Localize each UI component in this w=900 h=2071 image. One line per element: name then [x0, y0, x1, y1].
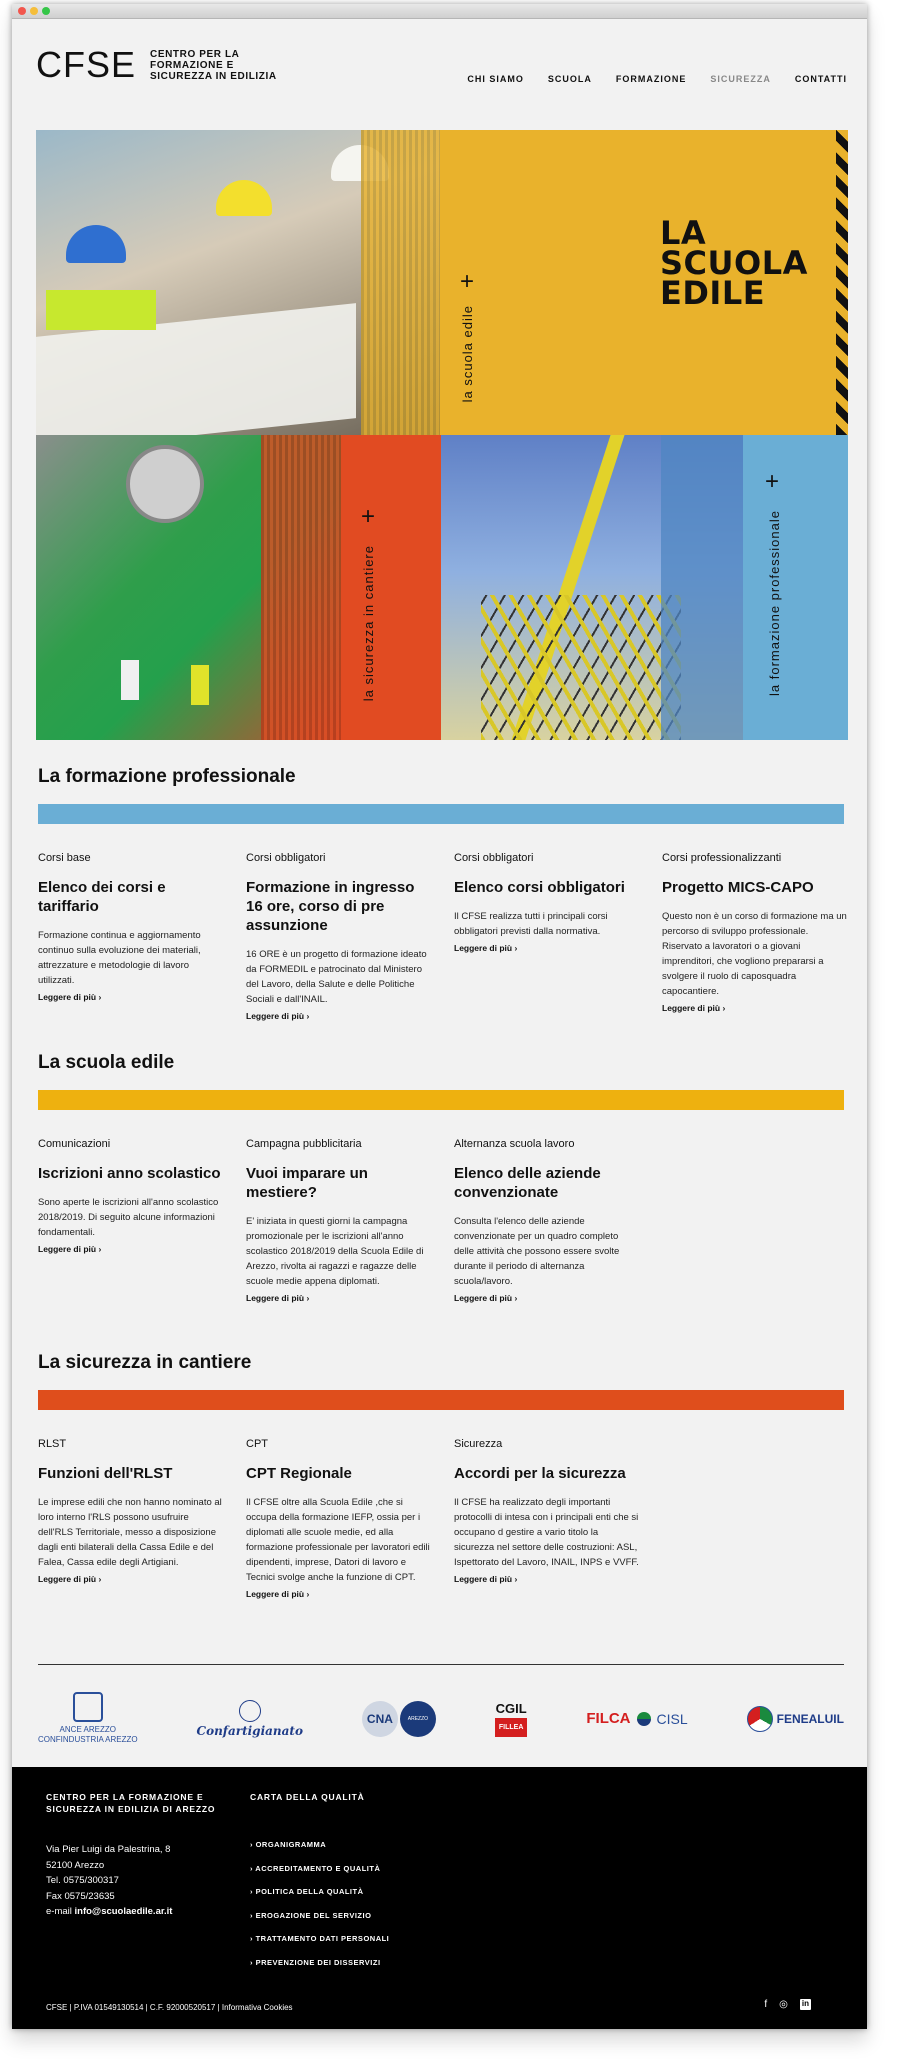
card-title[interactable]: Accordi per la sicurezza [454, 1465, 626, 1482]
main-nav [467, 74, 847, 84]
formazione-color-bar [38, 804, 844, 824]
read-more-link[interactable]: Leggere di più › [246, 1011, 310, 1021]
logo-mark: CFSE [36, 44, 137, 85]
cgil-fillea-logo[interactable]: CGIL FILLEA [495, 1701, 528, 1737]
sicurezza-label: la sicurezza in cantiere [361, 545, 376, 702]
footer-link-trattamento[interactable]: › TRATTAMENTO DATI PERSONALI [250, 1934, 390, 1943]
facebook-icon[interactable]: f [764, 1999, 768, 2010]
formazione-label: la formazione professionale [767, 510, 782, 696]
feneal-emblem-icon [747, 1706, 773, 1732]
card-formazione-ingresso: Corsi obbligatori Formazione in ingresso 16 ore, corso di pre assunzione 16 ORE è un progetto di formazione ideato da FORMEDIL e patrocinato dal Ministero del Lavoro, della Salute e delle Politiche Sociali e dall'INAIL. Leggere di più › [246, 852, 431, 1021]
footer-heading: CENTRO PER LA FORMAZIONE E SICUREZZA IN EDILIZIA DI AREZZO [46, 1792, 216, 1814]
feneal-uil-logo[interactable]: FENEALUIL [747, 1706, 844, 1732]
cna-logo[interactable]: CNA AREZZO [362, 1701, 436, 1737]
nav-contatti[interactable]: CONTATTI [794, 74, 847, 84]
nav-chi-siamo[interactable]: CHI SIAMO [467, 74, 524, 84]
carta-qualita-heading: CARTA DELLA QUALITÀ [250, 1792, 365, 1802]
scuola-edile-panel[interactable] [440, 130, 848, 435]
hero-title: LA SCUOLA EDILE [660, 214, 808, 312]
hazard-stripes [836, 130, 848, 435]
read-more-link[interactable]: Leggere di più › [38, 992, 102, 1002]
filca-emblem-icon [637, 1712, 651, 1726]
nav-sicurezza[interactable]: SICUREZZA [710, 74, 771, 84]
logo-text: CENTRO PER LA FORMAZIONE E SICUREZZA IN EDILIZIA [150, 48, 277, 82]
section-title-formazione: La formazione professionale [38, 766, 296, 787]
site-footer [12, 1767, 867, 2029]
footer-legal[interactable]: CFSE | P.IVA 01549130514 | C.F. 92000520517 | Informativa Cookies [46, 2003, 293, 2012]
footer-address: Via Pier Luigi da Palestrina, 8 52100 Arezzo Tel. 0575/300317 Fax 0575/23635 e-mail info@scuolaedile.ar.it [46, 1844, 173, 1917]
partner-logos [38, 1692, 844, 1745]
sicurezza-color-bar [38, 1390, 844, 1410]
site-logo[interactable] [36, 44, 280, 86]
instagram-icon[interactable]: ◎ [779, 1999, 788, 2010]
footer-quality [250, 1791, 389, 1974]
footer-email-link[interactable]: info@scuolaedile.ar.it [74, 1906, 173, 1917]
card-title[interactable]: Progetto MICS-CAPO [662, 879, 814, 896]
linkedin-icon[interactable]: in [801, 1999, 809, 2008]
card-rlst: RLST Funzioni dell'RLST Le imprese edili che non hanno nominato al loro interno l'RLS possono usufruire dell'RLS Territoriale, messo a disposizione dagli enti bilaterali della Cassa Edile e del Falea, Cassa edile degli Artigiani. Leggere di più › [38, 1438, 222, 1584]
read-more-link[interactable]: Leggere di più › [38, 1574, 102, 1584]
card-cpt: CPT CPT Regionale Il CFSE oltre alla Scuola Edile ,che si occupa della formazione IEFP, ossia per i diplomati alle scuole medie, ed alla formazione professionale per lavoratori edili dipendenti, imprese, Datori di lavoro e Tecnici svolge anche la funzione di CPT. Leggere di più › [246, 1438, 430, 1599]
crane-photo [441, 435, 743, 740]
footer-link-accreditamento[interactable]: › ACCREDITAMENTO E QUALITÀ [250, 1863, 381, 1873]
card-corsi-base: Corsi base Elenco dei corsi e tariffario Formazione continua e aggiornamento continuo sulla evoluzione dei materiali, attrezzature e metodologie di lavoro utilizzati. Leggere di più › [38, 852, 223, 1002]
filca-cisl-logo[interactable]: FILCA CISL [586, 1710, 688, 1727]
window-titlebar [12, 4, 867, 19]
browser-window [12, 4, 867, 2029]
card-accordi-sicurezza: Sicurezza Accordi per la sicurezza Il CFSE ha realizzato degli importanti protocolli di intesa con i principali enti che si occupano d gestire a vario titolo la sicurezza nel settore delle costruzioni: ASL, Ispettorato del Lavoro, INAIL, INPS e VVFF. Leggere di più › [454, 1438, 639, 1584]
scuola-edile-label: la scuola edile [460, 305, 475, 403]
card-title[interactable]: Elenco dei corsi e tariffario [38, 879, 166, 915]
footer-link-erogazione[interactable]: › EROGAZIONE DEL SERVIZIO [250, 1910, 372, 1920]
section-title-scuola: La scuola edile [38, 1052, 175, 1073]
read-more-link[interactable]: Leggere di più › [454, 1293, 518, 1303]
confartigianato-logo[interactable]: Confartigianato [197, 1700, 303, 1738]
footer-link-organigramma[interactable]: › ORGANIGRAMMA [250, 1840, 327, 1849]
card-imparare-mestiere: Campagna pubblicitaria Vuoi imparare un mestiere? E' iniziata in questi giorni la campagna promozionale per le iscrizioni all'anno scolastico 2018/2019 della Scuola Edile di Arezzo, rivolta ai ragazzi e ragazze delle scuole medie appena diplomati. Leggere di più › [246, 1138, 431, 1303]
read-more-link[interactable]: Leggere di più › [662, 1003, 726, 1013]
card-title[interactable]: Funzioni dell'RLST [38, 1465, 173, 1482]
nav-scuola[interactable]: SCUOLA [547, 74, 592, 84]
site-safety-photo [36, 435, 341, 740]
read-more-link[interactable]: Leggere di più › [454, 1574, 518, 1584]
card-iscrizioni: Comunicazioni Iscrizioni anno scolastico Sono aperte le iscrizioni all'anno scolastico 2018/2019. Di seguito alcune informazioni fondamentali. Leggere di più › [38, 1138, 223, 1254]
read-more-link[interactable]: Leggere di più › [454, 943, 518, 953]
read-more-link[interactable]: Leggere di più › [246, 1293, 310, 1303]
footer-link-politica[interactable]: › POLITICA DELLA QUALITÀ [250, 1887, 364, 1896]
read-more-link[interactable]: Leggere di più › [246, 1589, 310, 1599]
maximize-window-button[interactable] [42, 7, 50, 15]
scuola-edile-plus-icon[interactable]: + [460, 268, 475, 295]
ance-emblem-icon [73, 1692, 103, 1722]
card-mics-capo: Corsi professionalizzanti Progetto MICS-CAPO Questo non è un corso di formazione ma un percorso di sviluppo professionale. Riservato a lavoratori o a giovani imprenditori, che vogliono prepararsi a svolgere il ruolo di caposquadra capocantiere. Leggere di più › [662, 852, 847, 1013]
card-corsi-obbligatori: Corsi obbligatori Elenco corsi obbligatori Il CFSE realizza tutti i principali corsi obbligatori previsti dalla normativa. Leggere di più › [454, 852, 639, 953]
card-title[interactable]: Elenco corsi obbligatori [454, 879, 625, 896]
read-more-link[interactable]: Leggere di più › [38, 1244, 102, 1254]
footer-link-prevenzione[interactable]: › PREVENZIONE DEI DISSERVIZI [250, 1957, 381, 1967]
sicurezza-cantiere-panel[interactable] [341, 435, 441, 740]
formazione-professionale-panel[interactable] [743, 435, 848, 740]
sicurezza-plus-icon[interactable]: + [361, 503, 376, 530]
card-title[interactable]: Iscrizioni anno scolastico [38, 1165, 221, 1182]
footer-links [250, 1833, 389, 1974]
partners-divider [38, 1664, 844, 1665]
card-title[interactable]: Elenco delle aziende convenzionate [454, 1165, 601, 1201]
workers-photo [36, 130, 440, 435]
confartigianato-emblem-icon [239, 1700, 261, 1722]
close-window-button[interactable] [18, 7, 26, 15]
minimize-window-button[interactable] [30, 7, 38, 15]
formazione-plus-icon[interactable]: + [765, 468, 780, 495]
social-links [764, 1999, 811, 2010]
hero-grid [36, 130, 848, 740]
footer-contacts [46, 1791, 216, 1920]
nav-formazione[interactable]: FORMAZIONE [615, 74, 687, 84]
card-title[interactable]: Vuoi imparare un mestiere? [246, 1165, 368, 1201]
card-title[interactable]: CPT Regionale [246, 1465, 352, 1482]
scuola-color-bar [38, 1090, 844, 1110]
ance-logo[interactable]: ANCE AREZZO CONFINDUSTRIA AREZZO [38, 1692, 138, 1745]
card-aziende-convenzionate: Alternanza scuola lavoro Elenco delle aziende convenzionate Consulta l'elenco delle aziende convenzionate per un quadro completo delle attività che possono essere svolte durante il periodo di alternanza scuola/lavoro. Leggere di più › [454, 1138, 639, 1303]
card-title[interactable]: Formazione in ingresso 16 ore, corso di pre assunzione [246, 879, 415, 934]
section-title-sicurezza: La sicurezza in cantiere [38, 1352, 252, 1373]
